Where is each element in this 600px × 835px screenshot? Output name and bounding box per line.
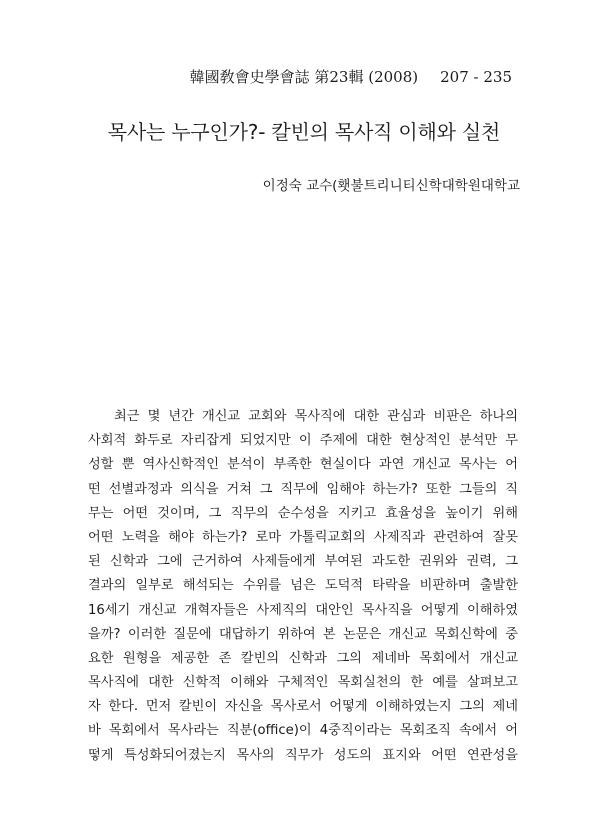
abstract-line: 을까? 이러한 질문에 대답하기 위하여 본 논문은 개신교 목회신학에 중 bbox=[88, 626, 518, 642]
author-line: 이정숙 교수(횃불트리니티신학대학원대학교 bbox=[262, 178, 520, 194]
journal-name: 韓國敎會史學會誌 第23輯 (2008) bbox=[189, 68, 419, 86]
abstract-line: 결과의 일부로 해석되는 수위를 넘은 도덕적 타락을 비판하며 출발한 bbox=[88, 578, 518, 594]
abstract-line: 떻게 특성화되어졌는지 목사의 직무가 성도의 표지와 어떤 연관성을 bbox=[88, 747, 518, 763]
paper-title: 목사는 누구인가?- 칼빈의 목사직 이해와 실천 bbox=[107, 120, 501, 144]
abstract-line: 자 한다. 먼저 칼빈이 자신을 목사로서 어떻게 이해하였는지 그의 제네 bbox=[88, 699, 518, 715]
abstract bbox=[88, 405, 518, 768]
abstract-line: 사회적 화두로 자리잡게 되었지만 이 주제에 대한 현상적인 분석만 무 bbox=[88, 433, 518, 449]
abstract-line: 떤 선별과정과 의식을 거쳐 그 직무에 임해야 하는가? 또한 그들의 직 bbox=[88, 481, 518, 497]
abstract-line: 최근 몇 년간 개신교 교회와 목사직에 대한 관심과 비판은 하나의 bbox=[114, 409, 518, 424]
abstract-line: 16세기 개신교 개혁자들은 사제직의 대안인 목사직을 어떻게 이해하였 bbox=[88, 602, 518, 618]
abstract-line: 어떤 노력을 해야 하는가? 로마 가톨릭교회의 사제직과 관련하여 잘못 bbox=[88, 529, 518, 545]
abstract-line: 된 신학과 그에 근거하여 사제들에게 부여된 과도한 권위와 권력, 그 bbox=[88, 554, 518, 570]
abstract-line: 요한 원형을 제공한 존 칼빈의 신학과 그의 제네바 목회에서 개신교 bbox=[88, 650, 518, 666]
abstract-line: 목사직에 대한 신학적 이해와 구체적인 목회실천의 한 예를 살펴보고 bbox=[88, 675, 518, 691]
journal-header bbox=[190, 66, 512, 87]
abstract-line: 성할 뿐 역사신학적인 분석이 부족한 현실이다 과연 개신교 목사는 어 bbox=[88, 457, 518, 473]
abstract-line: 무는 어떤 것이며, 그 직무의 순수성을 지키고 효율성을 높이기 위해 bbox=[88, 505, 518, 521]
page-range: 207 - 235 bbox=[440, 68, 512, 86]
abstract-line: 바 목회에서 목사라는 직분(office)이 4중직이라는 목회조직 속에서 어 bbox=[88, 723, 518, 739]
